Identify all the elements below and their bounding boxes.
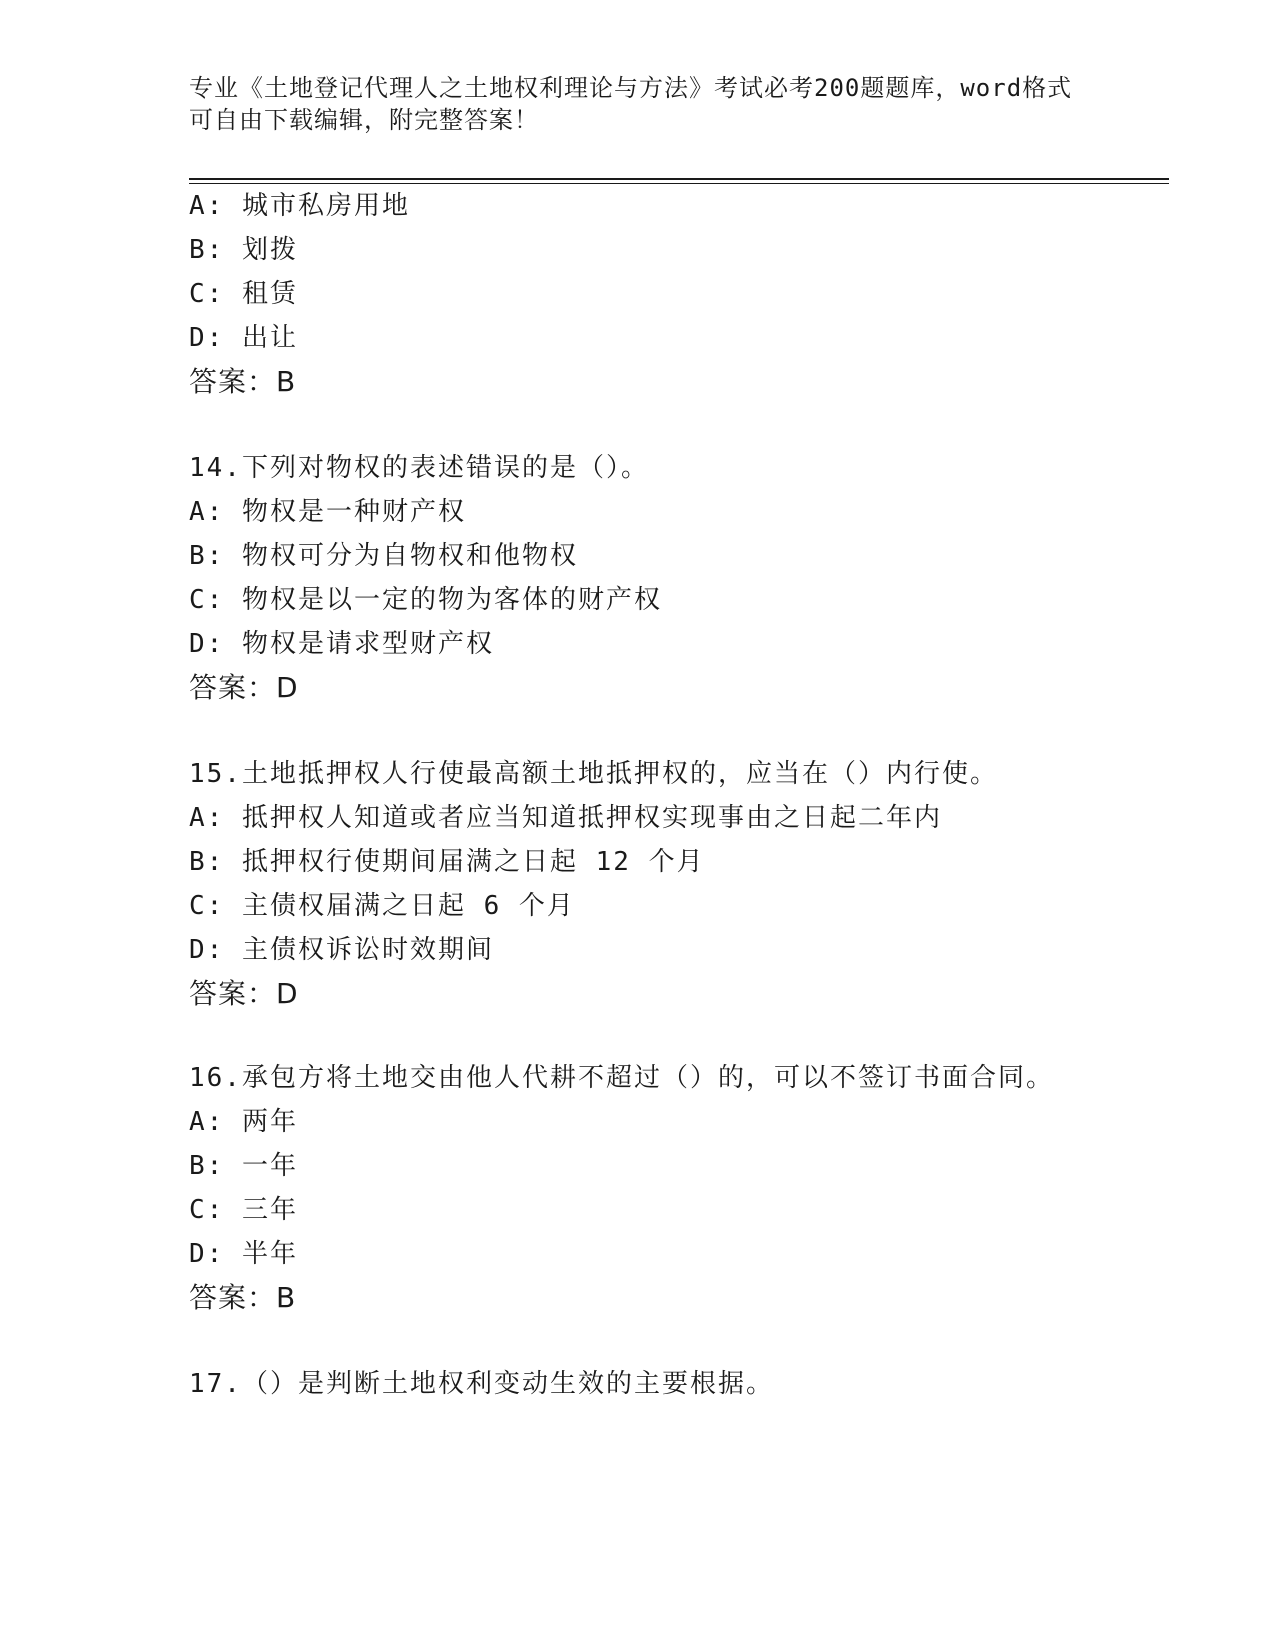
header-line-2: 可自由下载编辑，附完整答案！ bbox=[189, 106, 539, 134]
q14-option-a: A: 物权是一种财产权 bbox=[189, 497, 466, 527]
q16-option-d: D: 半年 bbox=[189, 1239, 298, 1269]
q16-option-a: A: 两年 bbox=[189, 1107, 298, 1137]
q15-option-c: C: 主债权届满之日起 6 个月 bbox=[189, 891, 575, 921]
q14-option-c: C: 物权是以一定的物为客体的财产权 bbox=[189, 585, 662, 615]
q15-option-a: A: 抵押权人知道或者应当知道抵押权实现事由之日起二年内 bbox=[189, 803, 942, 833]
q14-option-d: D: 物权是请求型财产权 bbox=[189, 629, 494, 659]
document-header bbox=[189, 72, 1089, 136]
q16-option-c: C: 三年 bbox=[189, 1195, 298, 1225]
q13-answer: 答案：B bbox=[189, 365, 297, 398]
q17-question: 17.（）是判断土地权利变动生效的主要根据。 bbox=[189, 1369, 774, 1399]
q13-option-c: C: 租赁 bbox=[189, 279, 298, 309]
header-divider-thin bbox=[189, 183, 1169, 184]
header-line-1: 专业《土地登记代理人之土地权利理论与方法》考试必考200题题库，word格式 bbox=[189, 74, 1073, 102]
q16-option-b: B: 一年 bbox=[189, 1151, 298, 1181]
q14-option-b: B: 物权可分为自物权和他物权 bbox=[189, 541, 578, 571]
q15-option-b: B: 抵押权行使期间届满之日起 12 个月 bbox=[189, 847, 705, 877]
q13-option-a: A: 城市私房用地 bbox=[189, 191, 410, 221]
q14-answer: 答案：D bbox=[189, 671, 299, 704]
q15-option-d: D: 主债权诉讼时效期间 bbox=[189, 935, 494, 965]
q16-answer: 答案：B bbox=[189, 1281, 297, 1314]
header-divider-thick bbox=[189, 178, 1169, 180]
q13-option-b: B: 划拨 bbox=[189, 235, 298, 265]
q15-answer: 答案：D bbox=[189, 977, 299, 1010]
q13-option-d: D: 出让 bbox=[189, 323, 298, 353]
q15-question: 15.土地抵押权人行使最高额土地抵押权的，应当在（）内行使。 bbox=[189, 759, 998, 789]
q14-question: 14.下列对物权的表述错误的是（）。 bbox=[189, 453, 649, 483]
q16-question: 16.承包方将土地交由他人代耕不超过（）的，可以不签订书面合同。 bbox=[189, 1063, 1054, 1093]
